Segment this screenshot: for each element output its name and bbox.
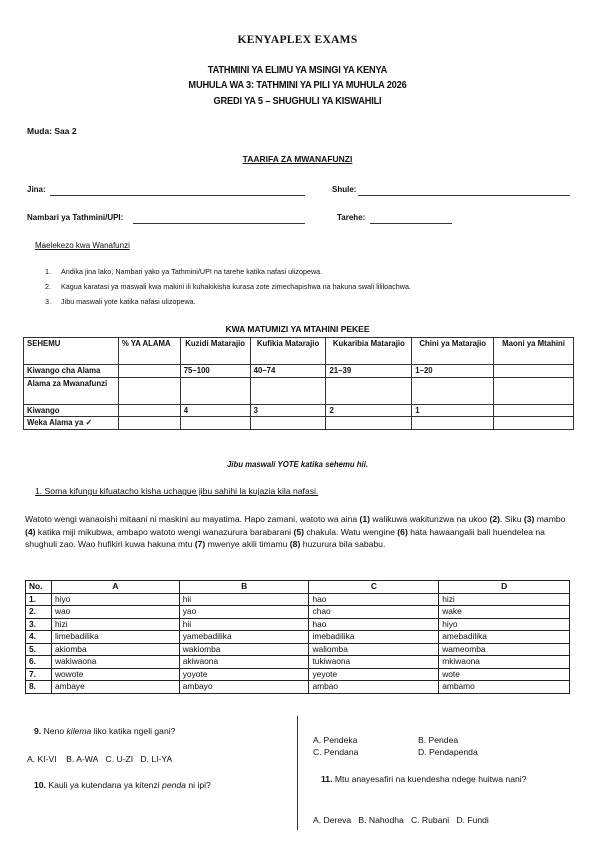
option-d[interactable]: amebadilika — [439, 631, 570, 644]
option-a[interactable]: hiyo — [51, 593, 179, 606]
table-row — [24, 404, 574, 417]
option-a[interactable]: wao — [51, 606, 179, 619]
question-text: Neno — [43, 726, 67, 736]
table-row — [24, 365, 574, 378]
header-cell: % YA ALAMA — [118, 338, 180, 365]
option-a[interactable]: A. Pendeka — [313, 735, 358, 745]
question-11-options — [313, 815, 489, 825]
table-cell: 1 — [412, 404, 494, 417]
question-9 — [34, 726, 175, 736]
question-text: Kauli ya kutendana ya kitenzi — [48, 780, 163, 790]
passage-text: chakula. Watu wengine — [303, 526, 398, 537]
instruction-text: Jibu maswali yote katika nafasi ulizopewa. — [61, 297, 196, 306]
exam-duration: Muda: Saa 2 — [27, 126, 77, 136]
tick-cell[interactable] — [250, 417, 326, 430]
table-cell: 3 — [250, 404, 326, 417]
blank-number: (3) — [523, 514, 535, 524]
option-a[interactable]: limebadilika — [51, 631, 179, 644]
table-cell: Kiwango cha Alama — [24, 365, 119, 378]
passage-text: katika miji mikubwa, ambapo watoto wengi wanazurura barabarani — [35, 526, 294, 537]
passage-text: Watoto wengi wanaoishi mitaani ni maskini au mayatima. Hapo zamani, watoto wa aina — [25, 514, 360, 524]
question-number: 2. — [26, 606, 52, 619]
option-b[interactable]: B. Pendea — [418, 735, 459, 745]
table-cell: Alama za Mwanafunzi — [24, 377, 119, 404]
option-c[interactable]: tukiwaona — [309, 656, 439, 669]
school-field[interactable] — [358, 195, 570, 196]
table-row — [26, 631, 570, 644]
header-cell: Kufikia Matarajio — [250, 338, 326, 365]
option-b[interactable]: ambayo — [179, 681, 309, 694]
header-cell: C — [309, 581, 439, 594]
header-cell: D — [439, 581, 570, 594]
option-d[interactable]: hiyo — [439, 618, 570, 631]
table-cell: 1–20 — [412, 365, 494, 378]
option-b[interactable]: yoyote — [179, 668, 309, 681]
table-cell: 2 — [326, 404, 412, 417]
option-c[interactable]: yeyote — [309, 668, 439, 681]
header-cell: No. — [26, 581, 52, 594]
score-input-cell[interactable] — [180, 377, 250, 404]
option-b[interactable]: yao — [179, 606, 309, 619]
tick-cell[interactable] — [494, 417, 574, 430]
option-c[interactable]: C. Rubani — [410, 815, 450, 825]
instruction-item — [45, 267, 322, 276]
option-b[interactable]: B. Nahodha — [358, 815, 404, 825]
passage-text: mambo — [534, 514, 566, 524]
option-c[interactable]: C. U-ZI — [105, 754, 134, 764]
passage-text: walikuwa wakitunzwa na ukoo — [370, 514, 490, 524]
reading-passage — [25, 513, 573, 551]
option-d[interactable]: wake — [439, 606, 570, 619]
table-row — [26, 681, 570, 694]
option-d[interactable]: hizi — [439, 593, 570, 606]
option-c[interactable]: imebadilika — [309, 631, 439, 644]
option-c[interactable]: hao — [309, 618, 439, 631]
score-input-cell[interactable] — [250, 377, 326, 404]
exam-title-1: TATHMINI YA ELIMU YA MSINGI YA KENYA — [207, 64, 388, 76]
instruction-text: Andika jina lako, Nambari yako ya Tathmini/UPI na tarehe katika nafasi ulizopewa. — [61, 267, 323, 276]
option-c[interactable]: hao — [309, 593, 439, 606]
learner-info-title: TAARIFA ZA MWANAFUNZI — [242, 154, 353, 164]
option-d[interactable]: D. Pendapenda — [418, 747, 478, 757]
question-number: 11. — [321, 774, 333, 784]
header-cell: SEHEMU — [24, 338, 119, 365]
school-label: Shule: — [332, 185, 357, 194]
passage-text: mwenye akili timamu — [205, 539, 290, 549]
blank-number: (8) — [289, 539, 301, 549]
blank-number: (7) — [194, 539, 206, 549]
exam-title-2: MUHULA WA 3: TATHMINI YA PILI YA MUHULA 2026 — [188, 79, 407, 91]
instruction-number: 3. — [45, 297, 51, 306]
tick-cell[interactable] — [180, 417, 250, 430]
question-1-title: 1. Soma kifungu kifuatacho kisha uchague jibu sahihi la kujazia kila nafasi. — [35, 486, 319, 496]
table-row — [26, 668, 570, 681]
table-row — [26, 593, 570, 606]
question-9-options — [27, 754, 172, 764]
blank-number: (6) — [397, 526, 408, 537]
passage-text: huzurura bila sababu. — [300, 539, 386, 549]
blank-number: (4) — [25, 526, 36, 537]
instruction-item — [45, 297, 196, 306]
answer-all-note: Jibu maswali YOTE katika sehemu hii. — [226, 460, 369, 469]
option-a[interactable]: ambaye — [51, 681, 179, 694]
table-row — [24, 417, 574, 430]
option-d[interactable]: D. Fundi — [456, 815, 489, 825]
option-a[interactable]: wakiwaona — [51, 656, 179, 669]
examiner-header-row — [24, 338, 574, 365]
table-row — [26, 643, 570, 656]
table-cell: Kiwango — [24, 404, 119, 417]
option-c[interactable]: chao — [309, 606, 439, 619]
option-a[interactable]: A. KI-VI — [27, 754, 57, 764]
option-d[interactable]: D. LI-YA — [140, 754, 173, 764]
instruction-text: Kagua karatasi ya maswali kwa makini ili kuhakikisha kurasa zote zimechapishwa na hakuna swali lililoachwa. — [61, 282, 411, 291]
option-c[interactable]: waliomba — [309, 643, 439, 656]
tick-cell[interactable] — [118, 417, 180, 430]
question-number: 10. — [34, 780, 46, 790]
question-number: 7. — [26, 668, 52, 681]
name-label: Jina: — [27, 185, 46, 194]
blank-number: (2) — [489, 514, 500, 524]
option-c[interactable]: ambao — [309, 681, 439, 694]
name-field[interactable] — [50, 195, 305, 196]
option-b[interactable]: hii — [179, 618, 309, 631]
date-field[interactable] — [370, 223, 452, 224]
question-number: 1. — [26, 593, 52, 606]
question-number: 6. — [26, 656, 52, 669]
table-row — [26, 656, 570, 669]
table-cell — [494, 365, 574, 378]
tick-cell[interactable] — [326, 417, 412, 430]
score-input-cell[interactable] — [412, 377, 494, 404]
option-a[interactable]: akiomba — [51, 643, 179, 656]
brand-title: KENYAPLEX EXAMS — [237, 34, 358, 46]
question-11 — [321, 773, 571, 785]
passage-text: hata hawaangalii bali huendelea na shughuli zao. Wao hufikiri kuwa hakuna mtu — [25, 526, 545, 549]
option-d[interactable]: wote — [439, 668, 570, 681]
assessment-number-label: Nambari ya Tathmini/UPI: — [27, 213, 124, 222]
question-number: 8. — [26, 681, 52, 694]
question-text: Mtu anayesafiri na kuendesha ndege huitwa nani? — [334, 774, 527, 784]
option-b[interactable]: akiwaona — [179, 656, 309, 669]
question-10 — [34, 780, 211, 790]
answer-options-table — [25, 580, 570, 694]
table-cell — [118, 365, 180, 378]
option-a[interactable]: wowote — [51, 668, 179, 681]
exam-title-3: GREDI YA 5 – SHUGHULI YA KISWAHILI — [213, 95, 382, 107]
score-input-cell[interactable] — [494, 377, 574, 404]
option-d[interactable]: wameomba — [439, 643, 570, 656]
instruction-number: 1. — [45, 267, 51, 276]
table-cell — [494, 404, 574, 417]
header-cell: B — [179, 581, 309, 594]
table-row — [26, 606, 570, 619]
score-input-cell[interactable] — [118, 377, 180, 404]
table-cell: 75–100 — [180, 365, 250, 378]
blank-number: (1) — [359, 514, 371, 524]
option-b[interactable]: yamebadilika — [179, 631, 309, 644]
header-cell: Kuzidi Matarajio — [180, 338, 250, 365]
header-cell: Chini ya Matarajio — [412, 338, 494, 365]
date-label: Tarehe: — [337, 213, 366, 222]
passage-text: . Siku — [499, 514, 524, 524]
question-number: 5. — [26, 643, 52, 656]
option-a[interactable]: A. Dereva — [313, 815, 352, 825]
option-c[interactable]: C. Pendana — [313, 747, 359, 757]
option-b[interactable]: hii — [179, 593, 309, 606]
header-cell: A — [51, 581, 179, 594]
question-keyword: kilema — [66, 726, 92, 736]
question-number: 4. — [26, 631, 52, 644]
table-cell: 40–74 — [250, 365, 326, 378]
examiner-table-title: KWA MATUMIZI YA MTAHINI PEKEE — [225, 324, 370, 334]
question-number: 9. — [34, 726, 42, 736]
instruction-item — [45, 282, 411, 291]
table-cell — [118, 404, 180, 417]
table-row — [24, 377, 574, 404]
blank-number: (5) — [293, 526, 304, 537]
question-text: liko katika ngeli gani? — [91, 726, 176, 736]
option-b[interactable]: B. A-WA — [66, 754, 99, 764]
tick-cell[interactable] — [412, 417, 494, 430]
option-b[interactable]: wakiomba — [179, 643, 309, 656]
option-d[interactable]: mkiwaona — [439, 656, 570, 669]
answer-header-row — [26, 581, 570, 594]
table-cell: 4 — [180, 404, 250, 417]
option-d[interactable]: ambamo — [439, 681, 570, 694]
question-keyword: penda — [162, 780, 186, 790]
instruction-number: 2. — [45, 282, 51, 291]
header-cell: Maoni ya Mtahini — [494, 338, 574, 365]
option-a[interactable]: hizi — [51, 618, 179, 631]
question-text: ni ipi? — [185, 780, 211, 790]
table-row — [26, 618, 570, 631]
assessment-number-field[interactable] — [133, 223, 305, 224]
instructions-title: Maelekezo kwa Wanafunzi — [35, 241, 130, 250]
table-cell: Weka Alama ya ✓ — [24, 417, 119, 430]
header-cell: Kukaribia Matarajio — [326, 338, 412, 365]
score-input-cell[interactable] — [326, 377, 412, 404]
examiner-table — [23, 337, 574, 430]
table-cell: 21–39 — [326, 365, 412, 378]
column-divider — [297, 716, 298, 830]
question-number: 3. — [26, 618, 52, 631]
